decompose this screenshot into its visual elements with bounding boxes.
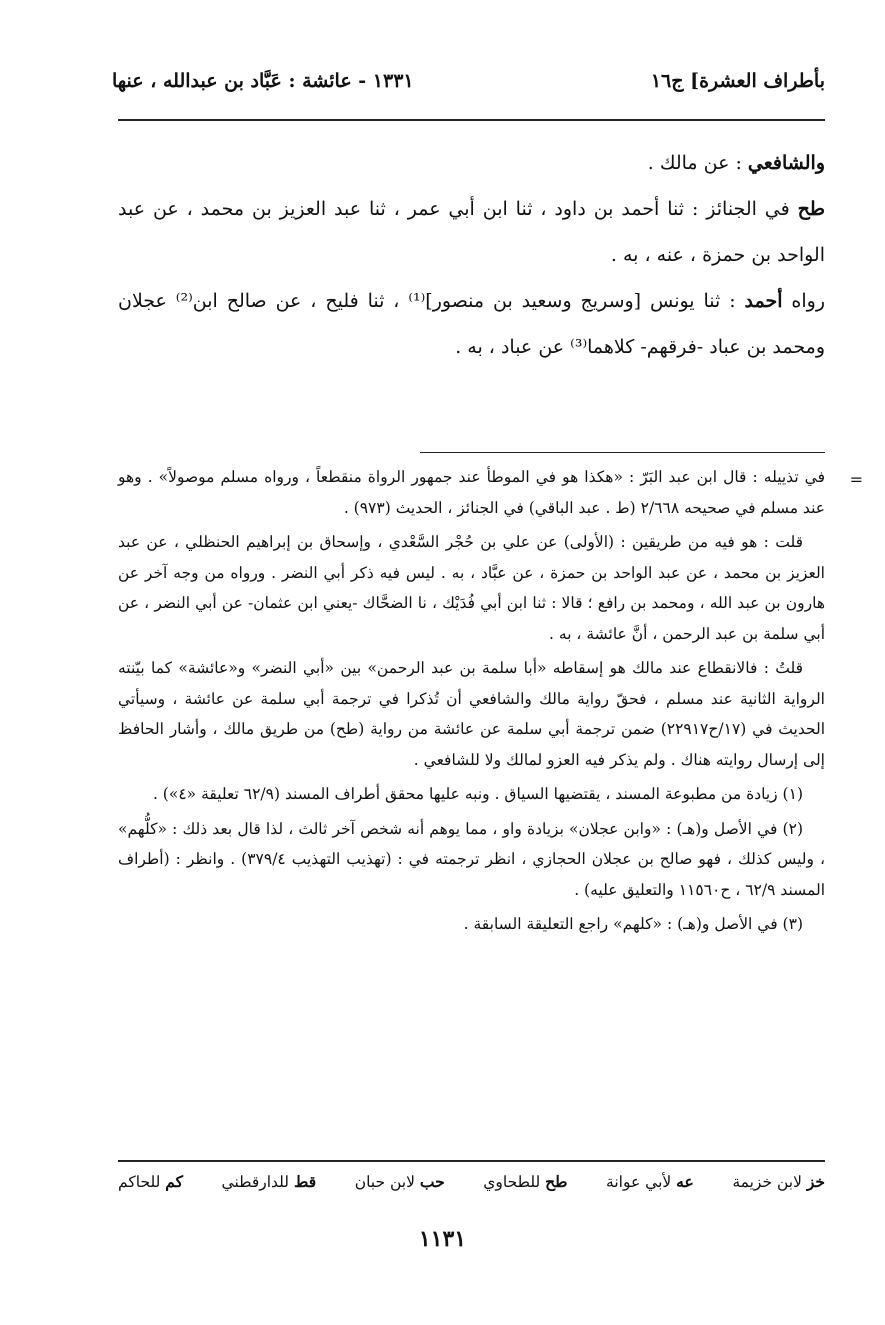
paragraph-1 xyxy=(118,140,825,186)
main-text xyxy=(118,140,825,370)
abbrev-item: طح للطحاوي xyxy=(483,1172,568,1191)
footnote-2: (٢) في الأصل و(هـ) : «وابن عجلان» بزيادة واو ، مما يوهم أنه شخص آخر ثالث ، لذا قال بعد ذلك : «كلُّهم» ، وليس كذلك ، فهو صالح بن عجلان الحجازي ، انظر ترجمته في : (تهذيب التهذيب ٣٧٩/٤) . وانظر : (أطراف المسند ٦٢/٩ ، ح١١٥٦٠ والتعليق عليه) . xyxy=(118,819,825,899)
paragraph-text: في الجنائز : ثنا أحمد بن داود ، ثنا ابن أبي عمر ، ثنا عبد العزيز بن محمد ، عن عبد الواحد بن حمزة ، عنه ، به . xyxy=(118,198,825,266)
abbrev-item: قط للدارقطني xyxy=(221,1172,317,1191)
note-paragraph: قلتُ : فالانقطاع عند مالك هو إسقاطه «أبا سلمة بن عبد الرحمن» بين «أبي النضر» و«عائشة» كما بيّنته الرواية الثانية عند مسلم ، فحقّ رواية مالك والشافعي أن تُذكرا في ترجمة أبي سلمة عن عائشة ، وسيأتي الحديث في (١٧/ح٢٢٩١٧) ضمن ترجمة أبي سلمة عن عائشة من رواية (طح) من طريق مالك ، وأشار الحافظ إلى إرسال روايته هناك . ولم يذكر فيه العزو لمالك ولا للشافعي . xyxy=(118,659,826,769)
paragraph-text: رواه xyxy=(782,290,825,312)
paragraph-2 xyxy=(118,186,825,278)
abbrev-item: كم للحاكم xyxy=(118,1172,183,1191)
page-number: ١١٣١ xyxy=(418,1226,467,1252)
continuation-marker: = xyxy=(849,470,863,489)
source-tag: طح xyxy=(797,198,825,220)
source-tag: والشافعي xyxy=(747,152,825,174)
header-book-title: بأطراف العشرة] ج١٦ xyxy=(650,70,825,92)
paragraph-text: : ثنا يونس [وسريج وسعيد بن منصور]⁽¹⁾ ، ثنا فليح ، عن صالح ابن⁽²⁾ عجلان ومحمد بن عباد -فرقهم- كلاهما⁽³⁾ عن عباد ، به . xyxy=(118,290,825,358)
header-rule xyxy=(118,119,825,121)
footnote-3: (٣) في الأصل و(هـ) : «كلهم» راجع التعليقة السابقة . xyxy=(463,915,803,933)
running-header xyxy=(112,70,825,110)
paragraph-text: : عن مالك . xyxy=(647,152,748,174)
header-section-title: ١٣٣١ - عائشة : عَبَّاد بن عبدالله ، عنها xyxy=(112,70,414,92)
paragraph-3 xyxy=(118,278,825,370)
footer-rule xyxy=(118,1160,825,1162)
abbreviation-key xyxy=(118,1172,825,1191)
note-continued: في تذييله : قال ابن عبد البَرّ : «هكذا هو في الموطأ عند جمهور الرواة منقطعاً ، ورواه مسلم موصولاً» . وهو عند مسلم في صحيحه ٢/٦٦٨ (ط . عبد الباقي) في الجنائز ، الحديث (٩٧٣) . xyxy=(118,468,825,517)
footnote-1: (١) زيادة من مطبوعة المسند ، يقتضيها السياق . ونبه عليها محقق أطراف المسند (٦٢/٩ تعليقة «٤») . xyxy=(152,785,803,803)
source-tag: أحمد xyxy=(744,290,783,312)
abbrev-item: حب لابن حبان xyxy=(354,1172,445,1191)
footnote-rule xyxy=(420,452,825,453)
note-paragraph: قلت : هو فيه من طريقين : (الأولى) عن علي بن حُجْر السَّعْدي ، وإسحاق بن إبراهيم الحنظلي ، عن عبد العزيز بن محمد ، عن عبد الواحد بن حمزة ، عن عبَّاد ، به . ليس فيه ذكر أبي النضر . ورواه من وجه آخر عن هارون بن عبد الله ، ومحمد بن رافع ؛ قالا : ثنا ابن أبي فُدَيْك ، نا الضحَّاك -يعني ابن عثمان- عن أبي النضر ، عن أبي سلمة بن عبد الرحمن ، أنَّ عائشة ، به . xyxy=(118,533,825,643)
footnotes xyxy=(118,462,825,944)
abbrev-item: عه لأبي عوانة xyxy=(606,1172,694,1191)
abbrev-item: خز لابن خزيمة xyxy=(732,1172,825,1191)
